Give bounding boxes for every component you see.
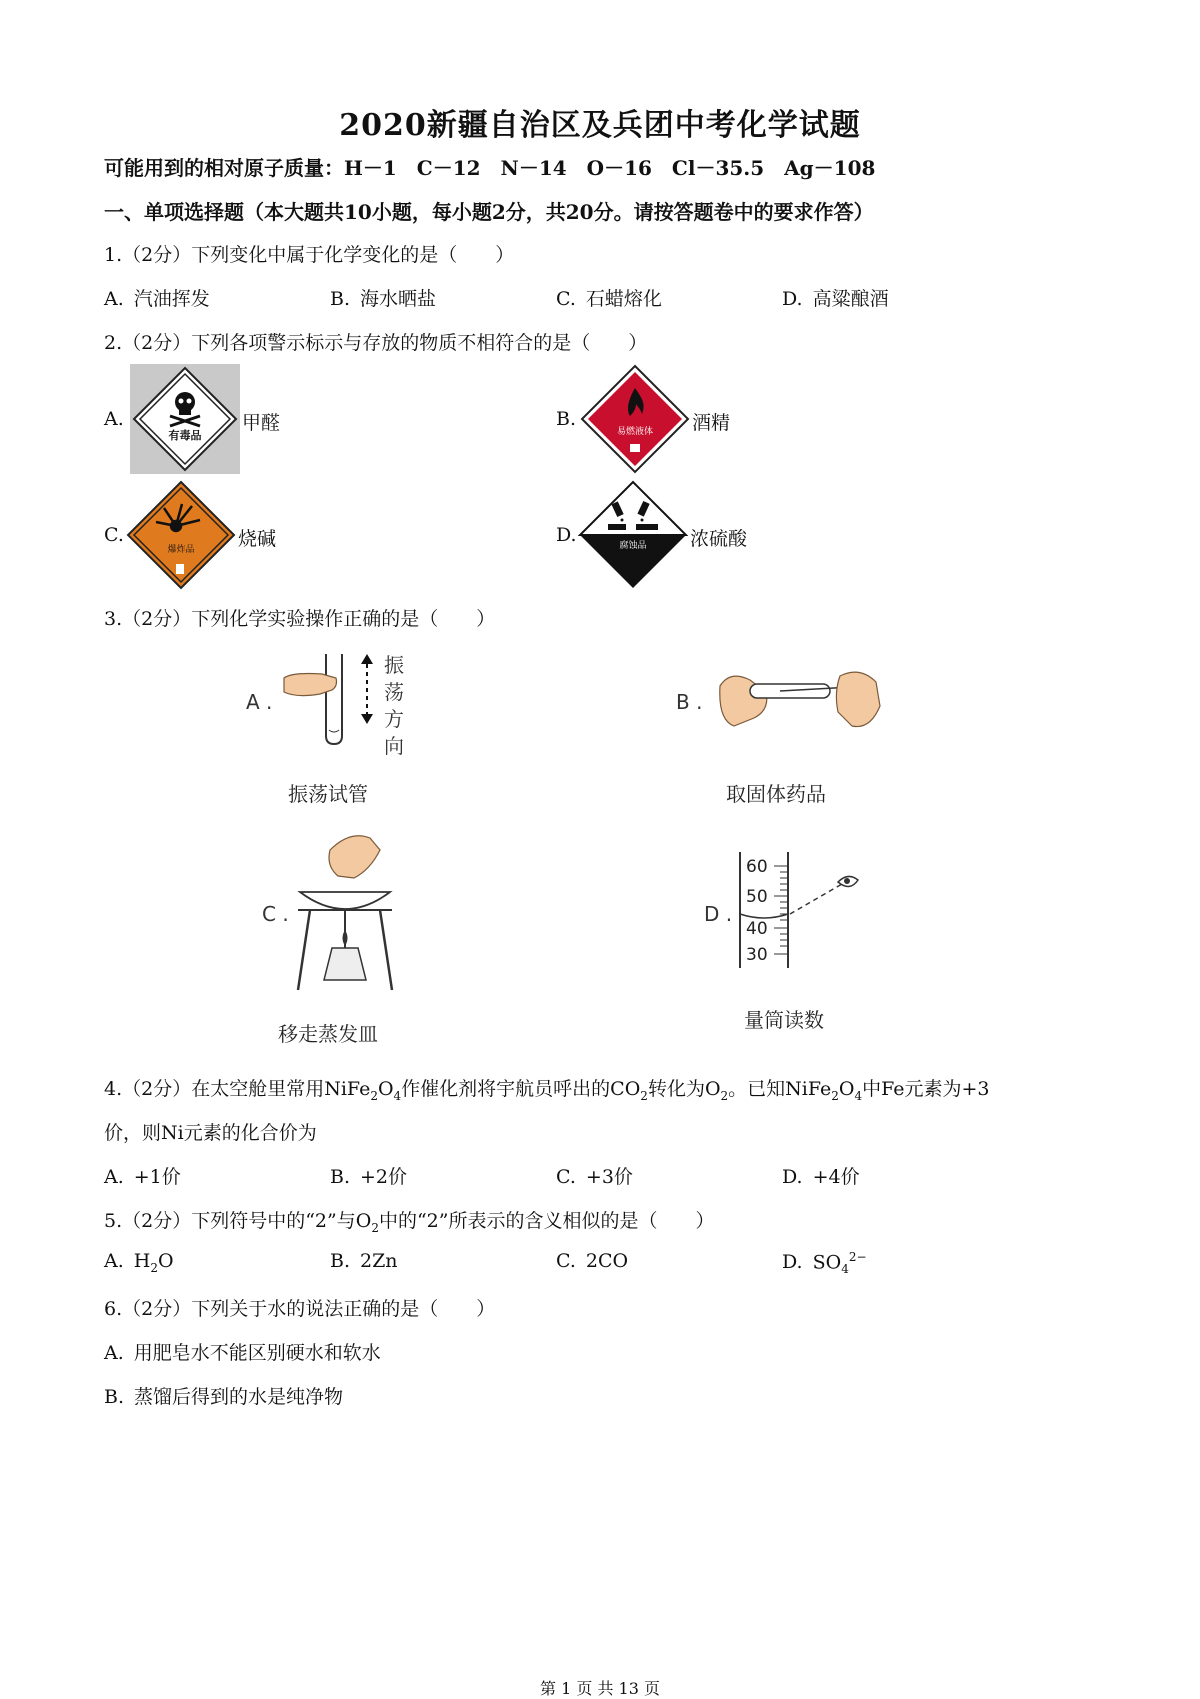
hand-icon	[329, 836, 380, 878]
eye-pupil	[844, 878, 850, 884]
question-1-stem: 1.（2分）下列变化中属于化学变化的是（ ）	[104, 244, 515, 266]
explosive-warning-sign	[126, 480, 236, 590]
question-2-stem: 2.（2分）下列各项警示标示与存放的物质不相符合的是（ ）	[104, 332, 648, 354]
question-1-option-c[interactable]	[556, 284, 662, 311]
corrosive-warning-sign	[578, 480, 688, 590]
tripod-leg	[380, 910, 392, 990]
page-footer: 第 1 页 共 13 页	[540, 1679, 660, 1698]
option-label: D.	[782, 288, 803, 310]
question-4-option-d[interactable]: D. +4价	[782, 1166, 860, 1188]
evaporating-dish	[300, 892, 390, 909]
question-3-option-a-label[interactable]: A .	[246, 690, 273, 714]
question-4-option-b[interactable]: B. +2价	[330, 1166, 408, 1188]
option-text: 汽油挥发	[133, 288, 210, 310]
note-char: 荡	[384, 680, 404, 704]
scale-tick-label: 30	[746, 945, 768, 965]
question-5-option-a[interactable]: A. $H_2O$	[104, 1250, 174, 1275]
option-label: C.	[556, 288, 576, 310]
note-char: 方	[384, 707, 404, 731]
question-5-option-b[interactable]: B. 2Zn	[330, 1250, 398, 1272]
scale-tick-label: 50	[746, 887, 768, 907]
liquid-meniscus	[740, 914, 788, 918]
note-char: 振	[384, 653, 404, 677]
scale-tick-label: 40	[746, 919, 768, 939]
question-1-option-a[interactable]	[104, 284, 210, 311]
question-3-option-c-caption: 移走蒸发皿	[278, 1022, 378, 1046]
question-6-option-b[interactable]: B. 蒸馏后得到的水是纯净物	[104, 1386, 344, 1408]
question-3-option-c-label[interactable]: C .	[262, 902, 289, 926]
flammable-warning-sign	[580, 364, 690, 474]
question-4-stem-line-1: 4.（2分）在太空舱里常用$NiFe_2O_4$作催化剂将宇航员呼出的$CO_2$转化为$O_2$。已知$NiFe_2O_4$中Fe元素为+3	[104, 1078, 990, 1103]
sign-text: 腐蚀品	[619, 541, 647, 551]
question-2-option-b-label[interactable]: B.	[556, 408, 577, 430]
question-4-option-a[interactable]: A. +1价	[104, 1166, 181, 1188]
sign-mark	[630, 444, 640, 452]
cylinder-scale	[774, 866, 788, 954]
sign-text: 有毒品	[168, 429, 202, 442]
question-3-option-d-caption: 量筒读数	[744, 1008, 824, 1032]
take-solid-reagent-illustration	[710, 656, 886, 746]
question-5-option-c[interactable]: C. 2CO	[556, 1250, 629, 1272]
test-tube	[326, 654, 342, 744]
right-hand-icon	[836, 672, 880, 726]
flame-icon	[343, 930, 348, 946]
question-3-option-a-caption: 振荡试管	[288, 782, 368, 806]
question-4-stem-line-2: 价，则Ni元素的化合价为	[104, 1122, 317, 1144]
question-3-option-d-label[interactable]: D .	[704, 902, 733, 926]
question-6-stem: 6.（2分）下列关于水的说法正确的是（ ）	[104, 1298, 496, 1320]
hand-icon	[284, 674, 337, 696]
option-text: 石蜡熔化	[585, 288, 662, 310]
option-text: 海水晒盐	[360, 288, 437, 310]
question-5-option-d[interactable]: D. $SO_4^{2-}$	[782, 1250, 867, 1277]
question-3-option-b-label[interactable]: B .	[676, 690, 703, 714]
question-3-option-b-caption: 取固体药品	[726, 782, 826, 806]
question-4-option-c[interactable]: C. +3价	[556, 1166, 633, 1188]
question-6-option-a[interactable]: A. 用肥皂水不能区别硬水和软水	[104, 1342, 381, 1364]
sign-text: 易燃液体	[616, 427, 654, 437]
scale-tick-label: 60	[746, 857, 768, 877]
shake-direction-note	[384, 652, 408, 760]
sign-mark	[176, 564, 184, 574]
atomic-masses: 可能用到的相对原子质量：H－1 C－12 N－14 O－16 Cl－35.5 Ag－108	[104, 156, 876, 180]
question-2-option-a-text: 甲醛	[242, 412, 281, 434]
question-2-option-d-text: 浓硫酸	[690, 528, 748, 550]
question-2-option-a-label[interactable]: A.	[104, 408, 124, 430]
option-label: B.	[330, 288, 351, 310]
question-1-option-b[interactable]	[330, 284, 436, 311]
question-2-option-b-text: 酒精	[692, 412, 731, 434]
page-title: 2020新疆自治区及兵团中考化学试题	[339, 108, 861, 143]
shake-test-tube-illustration	[282, 648, 362, 748]
question-2-option-c-label[interactable]: C.	[104, 524, 124, 546]
option-text: 高粱酿酒	[812, 288, 889, 310]
question-2-option-c-text: 烧碱	[238, 528, 277, 550]
question-2-option-d-label[interactable]: D.	[556, 524, 577, 546]
sign-text: 爆炸品	[167, 545, 195, 555]
toxic-warning-sign	[130, 364, 240, 474]
liquid-level	[329, 730, 339, 732]
section-heading: 一、单项选择题（本大题共10小题，每小题2分，共20分。请按答题卷中的要求作答）	[104, 200, 874, 224]
shake-direction-arrow-icon	[360, 654, 374, 724]
note-char: 向	[384, 734, 404, 758]
move-evaporating-dish-illustration	[290, 830, 400, 1000]
option-label: A.	[104, 288, 124, 310]
question-5-stem: 5.（2分）下列符号中的“2”与$O_2$中的“2”所表示的含义相似的是（ ）	[104, 1210, 715, 1235]
tripod-leg	[298, 910, 310, 990]
sight-line	[790, 884, 842, 914]
sign-diamond-top	[580, 482, 686, 535]
alcohol-lamp-icon	[324, 948, 366, 980]
question-1-option-d[interactable]	[782, 284, 889, 311]
read-measuring-cylinder-illustration	[734, 852, 864, 972]
question-3-stem: 3.（2分）下列化学实验操作正确的是（ ）	[104, 608, 496, 630]
